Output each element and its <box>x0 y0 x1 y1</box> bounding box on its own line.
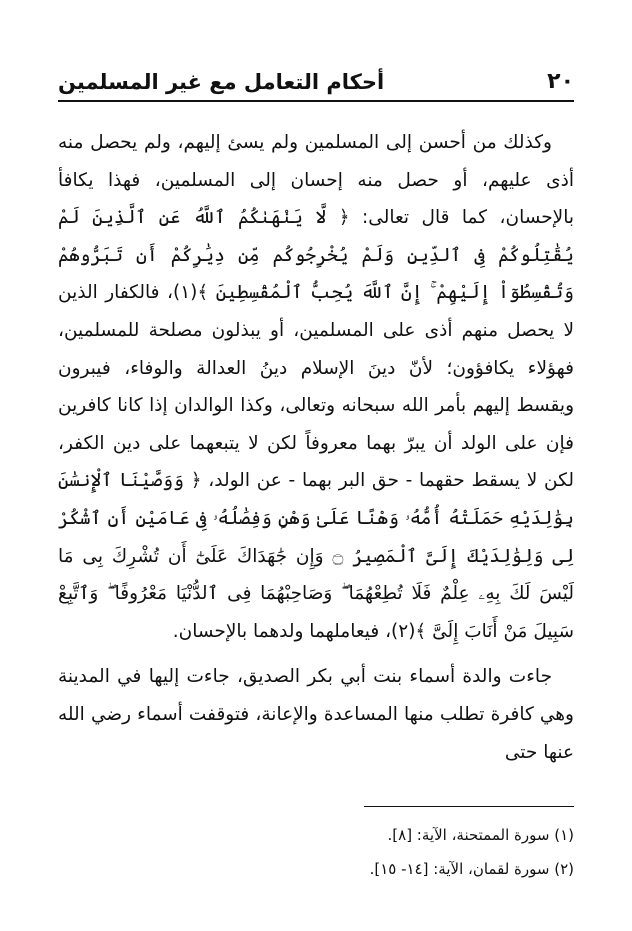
main-text <box>58 124 574 764</box>
footnote-ref-1: (١) <box>173 282 198 304</box>
footnote-1: (١) سورة الممتحنة، الآية: [٨]. <box>387 826 574 844</box>
quran-verse-1: ﴿ لَّا يَنْهَىٰكُمُ ٱللَّهُ عَنِ ٱلَّذِينَ لَمْ يُقَٰتِلُوكُمْ فِى ٱلدِّينِ وَلَمْ يُخْرِجُوكُم مِّن دِيَٰرِكُمْ أَن تَبَرُّوهُمْ وَتُقْسِطُوٓاْ إِلَيْهِمْ ۚ إِنَّ ٱللَّهَ يُحِبُّ ٱلْمُقْسِطِينَ ﴾ <box>58 207 574 304</box>
paragraph-1 <box>58 124 574 650</box>
footnote-ref-2: (٢) <box>391 620 416 642</box>
page-number: ٢٠ <box>547 69 574 94</box>
footnote-2: (٢) سورة لقمان، الآية: [١٤- ١٥]. <box>369 860 574 878</box>
footnote-separator <box>364 806 574 807</box>
header-rule <box>58 100 574 102</box>
paragraph-1-text-b: ، فالكفار الذين لا يحصل منهم أذى على المسلمين، أو يبذلون مصلحة للمسلمين، فهؤلاء يكافؤون؛ لأنّ دينَ الإسلام دينُ العدالة والوفاء، فيبرون ويقسط إليهم بأمر الله سبحانه وتعالى، وكذا الوالدان إذا كانا كافرين فإن على الولد أن يبرّ بهما معروفاً لكن لا يتبعهما على دين الكفر، لكن لا يسقط حقهما - حق البر بهما - عن الولد، <box>58 282 574 492</box>
paragraph-1-text-c: ، فيعاملهما ولدهما بالإحسان. <box>172 620 392 642</box>
running-title: أحكام التعامل مع غير المسلمين <box>58 70 385 94</box>
paragraph-2: جاءت والدة أسماء بنت أبي بكر الصديق، جاءت إليها في المدينة وهي كافرة تطلب منها المساعدة والإعانة، فتوقفت أسماء رضي الله عنها حتى <box>58 666 574 763</box>
footnotes <box>58 818 574 886</box>
quran-verse-2: ﴿ وَوَصَّيْنَا ٱلْإِنسَٰنَ بِوَٰلِدَيْهِ حَمَلَتْهُ أُمُّهُۥ وَهْنًا عَلَىٰ وَهْنٍ وَفِصَٰلُهُۥ فِى عَامَيْنِ أَنِ ٱشْكُرْ لِى وَلِوَٰلِدَيْكَ إِلَىَّ ٱلْمَصِيرُ ۝ وَإِن جَٰهَدَاكَ عَلَىٰٓ أَن تُشْرِكَ بِى مَا لَيْسَ لَكَ بِهِۦ عِلْمٌ فَلَا تُطِعْهُمَا ۖ وَصَاحِبْهُمَا فِى ٱلدُّنْيَا مَعْرُوفًا ۖ وَٱتَّبِعْ سَبِيلَ مَنْ أَنَابَ إِلَىَّ ﴾ <box>58 470 574 642</box>
paragraph-1-text-a: وكذلك من أحسن إلى المسلمين ولم يسئ إليهم، ولم يحصل منه أذى عليهم، أو حصل منه إحسان إلى المسلمين، فهذا يكافأ بالإحسان، كما قال تعالى: <box>58 132 574 229</box>
page-header <box>58 62 574 102</box>
